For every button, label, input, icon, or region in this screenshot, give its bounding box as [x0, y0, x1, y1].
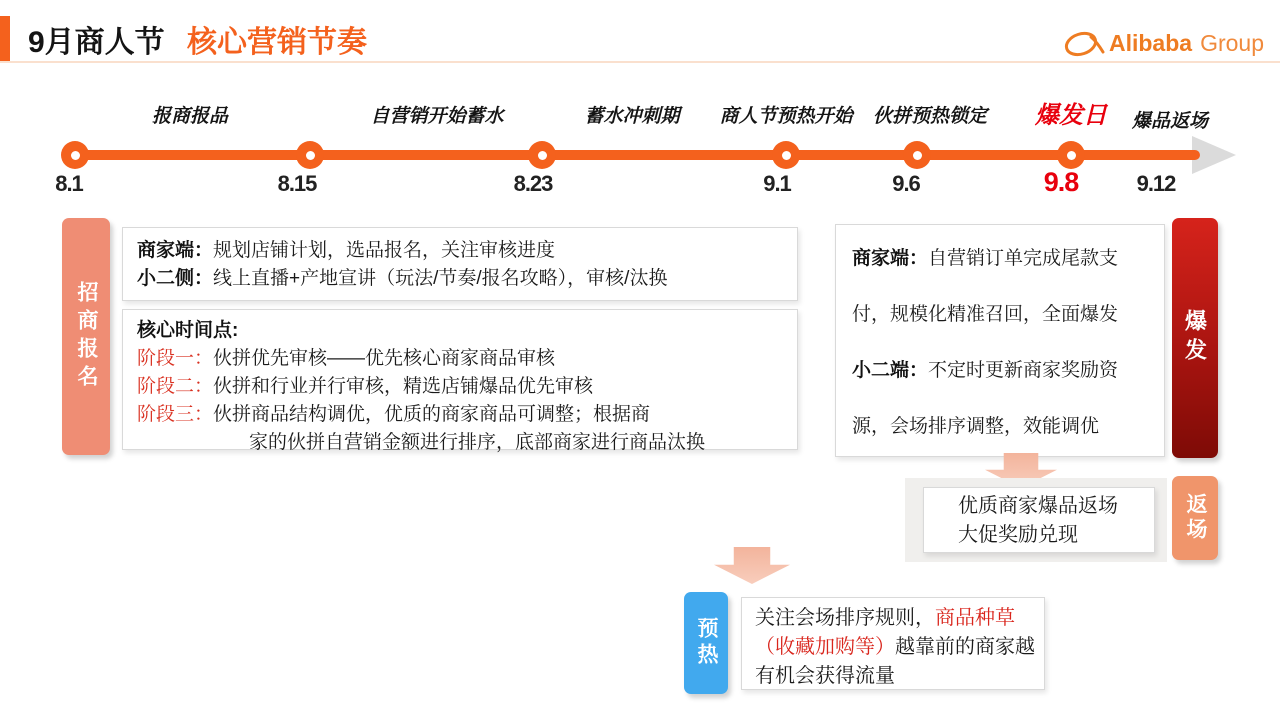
timeline-phase-label: 自营销开始蓄水	[370, 106, 504, 127]
encore-line-2: 大促奖励兑现	[958, 524, 1078, 546]
preheat-text-part2: 越靠前的商家越有机会获得流量	[755, 636, 1035, 687]
timeline-date-burst-day: 9.8	[1043, 167, 1079, 197]
timeline-phase-label: 伙拼预热锁定	[872, 106, 988, 127]
burst-tab	[1172, 218, 1218, 458]
burst-staff-paragraph	[852, 343, 1148, 455]
timeline-dot-9-1	[772, 141, 800, 169]
burst-tab-label: 爆发	[1182, 309, 1208, 367]
timeline-date: 9.12	[1136, 171, 1176, 196]
stage-1-row	[137, 345, 783, 373]
timeline-date: 9.6	[892, 171, 920, 196]
page-title	[28, 17, 367, 61]
burst-detail-box	[835, 224, 1165, 457]
timeline-phase-label: 商人节预热开始	[719, 106, 853, 127]
stage-3-text-line2: 家的伙拼自营销金额进行排序，底部商家进行商品汰换	[249, 432, 706, 453]
staff-side-line	[137, 265, 783, 293]
encore-line-1: 优质商家爆品返场	[958, 495, 1118, 517]
timeline-line	[70, 150, 1200, 160]
logo-text: Alibaba	[1108, 29, 1193, 56]
stage-3-label: 阶段三：	[137, 404, 214, 425]
merchant-side-line	[137, 237, 783, 265]
preheat-text-highlight: 商品种草（收藏加购等）	[755, 607, 1015, 658]
burst-merchant-text: 自营销订单完成尾款支付，规模化精准召回，全面爆发	[852, 248, 1119, 325]
page-title-highlight: 核心营销节奏	[187, 26, 368, 59]
timeline-dot-9-6	[903, 141, 931, 169]
timeline-date: 8.23	[513, 171, 553, 196]
stage-2-row	[137, 373, 783, 401]
title-accent-bar	[0, 16, 10, 62]
timeline-dot-8-15	[296, 141, 324, 169]
recruit-roles-box	[122, 227, 798, 301]
stage-2-text: 伙拼和行业并行审核，精选店铺爆品优先审核	[213, 376, 594, 397]
stage-1-label: 阶段一：	[137, 348, 214, 369]
burst-merchant-paragraph	[852, 231, 1148, 343]
timeline-dot-9-8	[1057, 141, 1085, 169]
stage-3-text-line1: 伙拼商品结构调优，优质的商家商品可调整；根据商	[213, 404, 651, 425]
header-divider	[0, 61, 1280, 63]
preheat-detail-box	[741, 597, 1045, 690]
recruit-signup-tab	[62, 218, 110, 455]
staff-side-label: 小二侧：	[137, 268, 214, 289]
timeline-phase-label-burst-day: 爆发日	[1035, 102, 1107, 129]
key-timepoints-box	[122, 309, 798, 453]
timeline-dot-8-23	[528, 141, 556, 169]
encore-detail-box	[923, 487, 1155, 553]
timeline-phase-label: 报商报品	[151, 106, 229, 127]
page-title-main: 9月商人节	[28, 26, 165, 59]
encore-tab-label: 返场	[1184, 493, 1207, 543]
preheat-tab-label: 预热	[695, 617, 718, 669]
recruit-signup-tab-label: 招商报名	[75, 280, 98, 393]
burst-merchant-label: 商家端：	[852, 248, 929, 269]
preheat-text-part1: 关注会场排序规则，	[755, 607, 935, 629]
timeline-date: 9.1	[763, 171, 791, 196]
down-arrow-to-preheat-icon	[714, 547, 790, 584]
burst-staff-label: 小二端：	[852, 360, 929, 381]
merchant-side-label: 商家端：	[137, 240, 214, 261]
stage-3-text-wrap	[213, 401, 705, 457]
preheat-tab	[684, 592, 728, 694]
alibaba-group-logo	[1063, 28, 1264, 58]
encore-tab	[1172, 476, 1218, 560]
stage-2-label: 阶段二：	[137, 376, 214, 397]
stage-3-row	[137, 401, 783, 457]
timeline-date: 8.15	[277, 171, 317, 196]
alibaba-logo-icon	[1063, 28, 1105, 58]
timeline-dot-8-1	[61, 141, 89, 169]
logo-suffix-text: Group	[1200, 29, 1264, 56]
key-timepoints-title: 核心时间点:	[137, 320, 239, 341]
timeline-date: 8.1	[55, 171, 83, 196]
timeline-phase-label: 爆品返场	[1131, 111, 1209, 132]
stage-1-text: 伙拼优先审核——优先核心商家商品审核	[213, 348, 556, 369]
merchant-side-text: 规划店铺计划，选品报名，关注审核进度	[213, 240, 556, 261]
timeline-phase-label: 蓄水冲刺期	[584, 106, 680, 127]
staff-side-text: 线上直播+产地宣讲（玩法/节奏/报名攻略），审核/汰换	[213, 268, 668, 289]
burst-staff-text: 不定时更新商家奖励资源，会场排序调整，效能调优	[852, 360, 1119, 437]
